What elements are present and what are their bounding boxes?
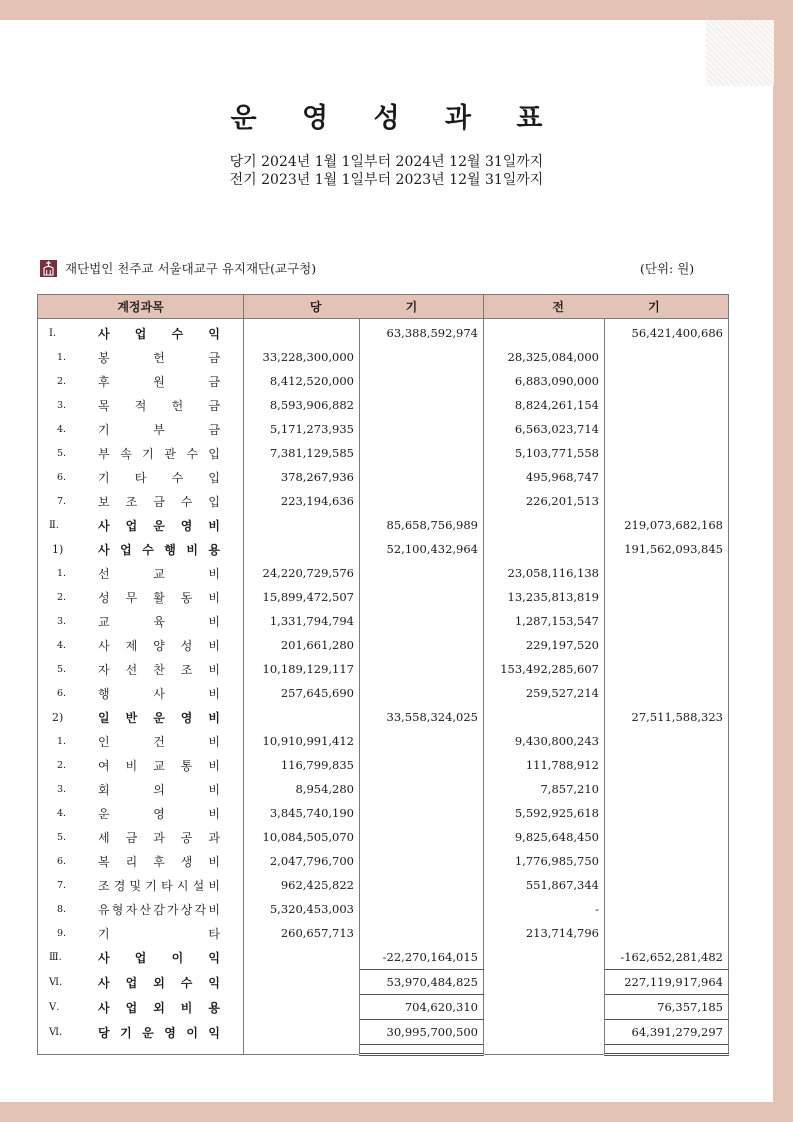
row-number: 3.	[57, 615, 67, 627]
row-number: 2.	[57, 759, 67, 771]
previous-detail-cell	[484, 537, 605, 561]
current-total-cell: 85,658,756,989	[360, 513, 484, 537]
account-name: 세 금 과 공 과	[98, 830, 220, 845]
account-cell	[38, 465, 244, 489]
table-row	[38, 345, 729, 369]
current-detail-cell: 223,194,636	[244, 489, 360, 513]
table-row	[38, 609, 729, 633]
row-number: 1.	[57, 735, 67, 747]
previous-total-cell	[605, 585, 729, 609]
table-row	[38, 657, 729, 681]
account-name: 사 업 외 비 용	[98, 1000, 220, 1015]
current-total-cell	[360, 441, 484, 465]
previous-detail-cell: -	[484, 897, 605, 921]
previous-detail-cell: 153,492,285,607	[484, 657, 605, 681]
previous-detail-cell: 226,201,513	[484, 489, 605, 513]
current-detail-cell: 5,171,273,935	[244, 417, 360, 441]
table-row	[38, 319, 729, 346]
previous-detail-cell: 5,592,925,618	[484, 801, 605, 825]
table-row	[38, 945, 729, 970]
row-number: Ⅲ.	[49, 951, 62, 963]
current-total-cell	[360, 801, 484, 825]
account-name: 일 반 운 영 비	[98, 710, 220, 725]
current-detail-cell: 1,331,794,794	[244, 609, 360, 633]
row-number: 9.	[57, 927, 67, 939]
row-number: 4.	[57, 423, 67, 435]
current-total-cell	[360, 897, 484, 921]
account-cell	[38, 345, 244, 369]
previous-detail-cell: 229,197,520	[484, 633, 605, 657]
account-cell	[38, 369, 244, 393]
account-cell	[38, 417, 244, 441]
row-number: 4.	[57, 807, 67, 819]
current-detail-cell	[244, 970, 360, 995]
account-name: 유 형 자 산 감 가 상 각 비	[98, 902, 220, 917]
previous-total-cell	[605, 825, 729, 849]
row-number: 8.	[57, 903, 67, 915]
account-name: 행 사 비	[98, 686, 220, 701]
table-row	[38, 825, 729, 849]
account-cell	[38, 489, 244, 513]
current-total-cell	[360, 369, 484, 393]
account-cell	[38, 970, 244, 995]
account-name: 사 업 이 익	[98, 950, 220, 965]
row-number: 7.	[57, 495, 67, 507]
table-row	[38, 777, 729, 801]
row-number: 3.	[57, 399, 67, 411]
row-number: 6.	[57, 687, 67, 699]
current-total-cell	[360, 417, 484, 441]
previous-total-cell	[605, 921, 729, 945]
table-row	[38, 393, 729, 417]
current-total-cell	[360, 561, 484, 585]
previous-total-cell	[605, 441, 729, 465]
current-total-cell	[360, 681, 484, 705]
account-cell	[38, 657, 244, 681]
account-cell	[38, 945, 244, 970]
previous-total-cell	[605, 897, 729, 921]
current-detail-cell	[244, 1020, 360, 1045]
table-row	[38, 441, 729, 465]
account-cell	[38, 849, 244, 873]
previous-detail-cell: 13,235,813,819	[484, 585, 605, 609]
row-number: Ⅵ.	[49, 1026, 63, 1038]
table-row	[38, 585, 729, 609]
current-detail-cell: 2,047,796,700	[244, 849, 360, 873]
period-current: 당기 2024년 1월 1일부터 2024년 12월 31일까지	[229, 154, 544, 170]
previous-total-cell	[605, 417, 729, 441]
row-number: Ⅵ.	[49, 976, 63, 988]
account-name: 사 제 양 성 비	[98, 638, 220, 653]
current-detail-cell	[244, 945, 360, 970]
previous-total-cell: -162,652,281,482	[605, 945, 729, 970]
unit-label: (단위: 원)	[640, 261, 695, 276]
account-cell	[38, 873, 244, 897]
page-title: 운 영 성 과 표	[230, 103, 561, 134]
previous-total-cell	[605, 465, 729, 489]
table-row	[38, 537, 729, 561]
table-row	[38, 633, 729, 657]
table-row	[38, 970, 729, 995]
table-row	[38, 801, 729, 825]
scan-artifact	[706, 20, 774, 86]
current-total-cell	[360, 633, 484, 657]
row-number: 5.	[57, 447, 67, 459]
current-total-cell	[360, 873, 484, 897]
account-name: 운 영 비	[98, 806, 220, 821]
current-detail-cell: 962,425,822	[244, 873, 360, 897]
previous-total-cell: 56,421,400,686	[605, 319, 729, 346]
previous-detail-cell: 7,857,210	[484, 777, 605, 801]
account-cell	[38, 513, 244, 537]
previous-detail-cell	[484, 945, 605, 970]
row-number: 2.	[57, 591, 67, 603]
previous-total-cell	[605, 609, 729, 633]
account-name: 후 원 금	[98, 374, 220, 389]
previous-total-cell	[605, 753, 729, 777]
account-cell	[38, 777, 244, 801]
current-total-cell: 53,970,484,825	[360, 970, 484, 995]
row-number: 2.	[57, 375, 67, 387]
account-cell	[38, 1020, 244, 1045]
account-name: 사 업 수 익	[98, 326, 220, 341]
account-name: 인 건 비	[98, 734, 220, 749]
current-detail-cell: 260,657,713	[244, 921, 360, 945]
current-detail-cell: 7,381,129,585	[244, 441, 360, 465]
account-cell	[38, 585, 244, 609]
current-detail-cell: 8,954,280	[244, 777, 360, 801]
current-total-cell	[360, 753, 484, 777]
previous-detail-cell: 213,714,796	[484, 921, 605, 945]
account-name: 보 조 금 수 입	[98, 494, 220, 509]
current-detail-cell: 10,084,505,070	[244, 825, 360, 849]
current-total-cell: 63,388,592,974	[360, 319, 484, 346]
current-detail-cell	[244, 513, 360, 537]
account-name: 복 리 후 생 비	[98, 854, 220, 869]
account-name: 목 적 헌 금	[98, 398, 220, 413]
current-detail-cell: 8,412,520,000	[244, 369, 360, 393]
current-detail-cell: 378,267,936	[244, 465, 360, 489]
previous-detail-cell	[484, 1020, 605, 1045]
previous-detail-cell	[484, 995, 605, 1020]
account-cell	[38, 633, 244, 657]
account-name: 기 타 수 입	[98, 470, 220, 485]
current-detail-cell: 3,845,740,190	[244, 801, 360, 825]
row-number: Ⅱ.	[49, 519, 59, 531]
current-detail-cell	[244, 537, 360, 561]
previous-detail-cell: 6,563,023,714	[484, 417, 605, 441]
account-cell	[38, 561, 244, 585]
current-total-cell	[360, 609, 484, 633]
previous-total-cell	[605, 633, 729, 657]
header-previous: 전 기	[484, 295, 729, 319]
current-total-cell	[360, 345, 484, 369]
current-detail-cell: 33,228,300,000	[244, 345, 360, 369]
account-cell	[38, 995, 244, 1020]
table-row	[38, 873, 729, 897]
account-name: 사 업 수 행 비 용	[98, 542, 220, 557]
table-row	[38, 513, 729, 537]
previous-total-cell	[605, 729, 729, 753]
table-row	[38, 849, 729, 873]
current-total-cell	[360, 465, 484, 489]
current-detail-cell: 116,799,835	[244, 753, 360, 777]
table-row	[38, 921, 729, 945]
row-number: 1.	[57, 351, 67, 363]
current-detail-cell	[244, 705, 360, 729]
previous-detail-cell: 9,430,800,243	[484, 729, 605, 753]
current-detail-cell: 10,189,129,117	[244, 657, 360, 681]
row-number: Ⅴ.	[49, 1001, 60, 1013]
table-row	[38, 489, 729, 513]
table-row	[38, 729, 729, 753]
account-name: 봉 헌 금	[98, 350, 220, 365]
current-detail-cell: 24,220,729,576	[244, 561, 360, 585]
account-name: 당 기 운 영 이 익	[98, 1025, 220, 1040]
account-name: 사 업 외 수 익	[98, 975, 220, 990]
account-cell	[38, 319, 244, 346]
previous-detail-cell: 111,788,912	[484, 753, 605, 777]
previous-total-cell: 64,391,279,297	[605, 1020, 729, 1045]
account-name: 사 업 운 영 비	[98, 518, 220, 533]
account-name: 조 경 및 기 타 시 설 비	[98, 878, 220, 893]
current-total-cell	[360, 393, 484, 417]
previous-total-cell	[605, 345, 729, 369]
previous-detail-cell: 6,883,090,000	[484, 369, 605, 393]
current-total-cell	[360, 825, 484, 849]
current-detail-cell: 15,899,472,507	[244, 585, 360, 609]
table-footer-row	[38, 1045, 729, 1055]
table-row	[38, 417, 729, 441]
account-cell	[38, 609, 244, 633]
current-total-cell: 704,620,310	[360, 995, 484, 1020]
row-number: Ⅰ.	[49, 327, 57, 339]
previous-detail-cell: 259,527,214	[484, 681, 605, 705]
current-detail-cell: 10,910,991,412	[244, 729, 360, 753]
account-cell	[38, 393, 244, 417]
previous-total-cell	[605, 681, 729, 705]
previous-total-cell	[605, 801, 729, 825]
current-double-rule	[360, 1045, 484, 1055]
row-number: 5.	[57, 663, 67, 675]
current-detail-cell	[244, 995, 360, 1020]
table-row	[38, 681, 729, 705]
previous-detail-cell: 8,824,261,154	[484, 393, 605, 417]
previous-total-cell	[605, 777, 729, 801]
previous-total-cell: 227,119,917,964	[605, 970, 729, 995]
previous-total-cell	[605, 849, 729, 873]
previous-detail-cell	[484, 705, 605, 729]
current-detail-cell: 257,645,690	[244, 681, 360, 705]
previous-total-cell: 27,511,588,323	[605, 705, 729, 729]
account-cell	[38, 681, 244, 705]
account-cell	[38, 537, 244, 561]
row-number: 1.	[57, 567, 67, 579]
account-name: 기 부 금	[98, 422, 220, 437]
table-header-row	[38, 295, 729, 319]
previous-detail-cell: 1,287,153,547	[484, 609, 605, 633]
table-row	[38, 897, 729, 921]
account-name: 기 타	[98, 926, 220, 941]
current-total-cell: 30,995,700,500	[360, 1020, 484, 1045]
table-row	[38, 995, 729, 1020]
previous-detail-cell: 28,325,084,000	[484, 345, 605, 369]
previous-detail-cell: 1,776,985,750	[484, 849, 605, 873]
header-account: 계정과목	[38, 295, 244, 319]
current-total-cell	[360, 585, 484, 609]
current-total-cell: 52,100,432,964	[360, 537, 484, 561]
row-number: 7.	[57, 879, 67, 891]
row-number: 2)	[52, 710, 64, 724]
archdiocese-logo-icon	[40, 260, 57, 277]
current-total-cell	[360, 777, 484, 801]
account-cell	[38, 921, 244, 945]
account-cell	[38, 825, 244, 849]
header-current: 당 기	[244, 295, 484, 319]
previous-detail-cell: 9,825,648,450	[484, 825, 605, 849]
previous-detail-cell: 23,058,116,138	[484, 561, 605, 585]
previous-detail-cell	[484, 970, 605, 995]
previous-total-cell	[605, 873, 729, 897]
organization-name: 재단법인 천주교 서울대교구 유지재단(교구청)	[65, 261, 317, 276]
account-cell	[38, 801, 244, 825]
table-row	[38, 753, 729, 777]
table-row	[38, 465, 729, 489]
account-name: 자 선 찬 조 비	[98, 662, 220, 677]
current-total-cell	[360, 849, 484, 873]
previous-double-rule	[605, 1045, 729, 1055]
table-row	[38, 1020, 729, 1045]
table-row	[38, 705, 729, 729]
current-total-cell	[360, 489, 484, 513]
current-total-cell	[360, 657, 484, 681]
current-total-cell: -22,270,164,015	[360, 945, 484, 970]
previous-total-cell	[605, 393, 729, 417]
account-cell	[38, 705, 244, 729]
account-name: 부 속 기 관 수 입	[98, 446, 220, 461]
current-detail-cell: 8,593,906,882	[244, 393, 360, 417]
current-detail-cell	[244, 319, 360, 346]
previous-detail-cell: 495,968,747	[484, 465, 605, 489]
row-number: 5.	[57, 831, 67, 843]
row-number: 3.	[57, 783, 67, 795]
period-previous: 전기 2023년 1월 1일부터 2023년 12월 31일까지	[229, 172, 544, 188]
operating-results-table	[37, 294, 729, 1056]
organization-line	[40, 259, 316, 277]
previous-total-cell: 191,562,093,845	[605, 537, 729, 561]
previous-detail-cell	[484, 319, 605, 346]
account-name: 교 육 비	[98, 614, 220, 629]
account-cell	[38, 897, 244, 921]
current-total-cell	[360, 729, 484, 753]
previous-detail-cell: 5,103,771,558	[484, 441, 605, 465]
account-name: 성 무 활 동 비	[98, 590, 220, 605]
previous-total-cell	[605, 369, 729, 393]
previous-total-cell	[605, 561, 729, 585]
table-row	[38, 561, 729, 585]
current-total-cell: 33,558,324,025	[360, 705, 484, 729]
account-name: 여 비 교 통 비	[98, 758, 220, 773]
previous-total-cell: 219,073,682,168	[605, 513, 729, 537]
row-number: 4.	[57, 639, 67, 651]
current-detail-cell: 5,320,453,003	[244, 897, 360, 921]
row-number: 1)	[52, 542, 64, 556]
previous-detail-cell: 551,867,344	[484, 873, 605, 897]
row-number: 6.	[57, 855, 67, 867]
account-cell	[38, 753, 244, 777]
table-row	[38, 369, 729, 393]
previous-total-cell	[605, 657, 729, 681]
previous-detail-cell	[484, 513, 605, 537]
row-number: 6.	[57, 471, 67, 483]
account-name: 회 의 비	[98, 782, 220, 797]
current-detail-cell: 201,661,280	[244, 633, 360, 657]
account-name: 선 교 비	[98, 566, 220, 581]
previous-total-cell: 76,357,185	[605, 995, 729, 1020]
current-total-cell	[360, 921, 484, 945]
account-cell	[38, 441, 244, 465]
account-cell	[38, 729, 244, 753]
previous-total-cell	[605, 489, 729, 513]
